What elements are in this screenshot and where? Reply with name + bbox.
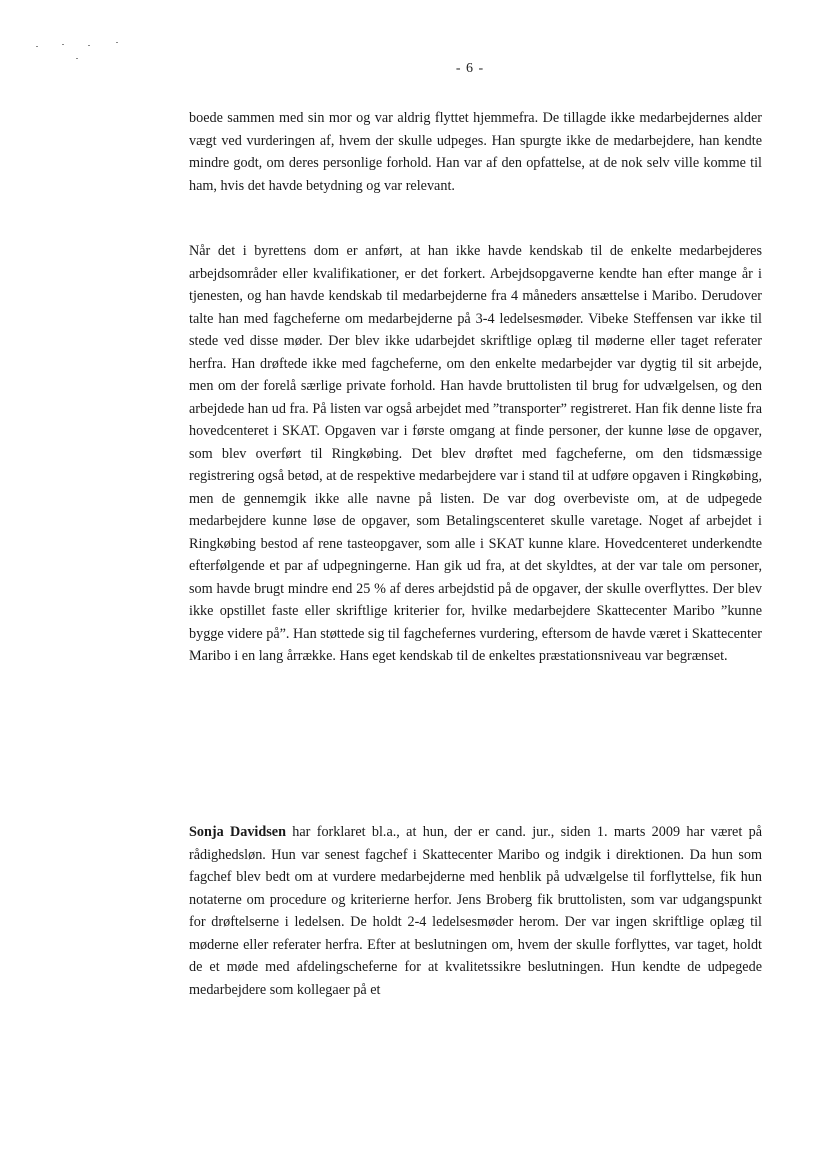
paragraph-2-text: Når det i byrettens dom er anført, at han ikke havde kendskab til de enkelte medarbejderes arbejdsområder eller kvalifikationer, er det forkert. Arbejdsopgaverne kendte han efter mange år i tjenesten, og han havde kendskab til medarbejderne fra 4 måneders ansættelse i Maribo. Derudover talte han med fagcheferne om medarbejderne på 3-4 ledelsesmøder. Vibeke Steffensen var ikke til stede ved disse møder. Der blev ikke udarbejdet skriftlige oplæg til møderne eller taget referater herfra. Han drøftede ikke med fagcheferne, om den enkelte medarbejder var dygtig til sit arbejde, men om der forelå særlige private forhold. Han havde bruttolisten til brug for udvælgelsen, og den arbejdede han ud fra. På listen var også arbejdet med ”transporter” registreret. Han fik denne liste fra hovedcenteret i SKAT. Opgaven var i første omgang at finde personer, der kunne løse de opgaver, som blev overført til Ringkøbing. Det blev drøftet med fagcheferne, om den tidsmæssige registrering også betød, at de respektive medarbejdere var i stand til at udføre opgaven i Ringkøbing, men de gennemgik ikke alle navne på listen. De var dog overbeviste om, at de udpegede medarbejdere kunne løse de opgaver, som Betalingscenteret skulle varetage. Noget af arbejdet i Ringkøbing bestod af rene tasteopgaver, som alle i SKAT kunne klare. Hovedcenteret underkendte efterfølgende et par af udpegningerne. Han gik ud fra, at det skyldtes, at der var tale om personer, som havde brugt mindre end 25 % af deres arbejdstid på de opgaver, der skulle overflyttes. Der blev ikke opstillet faste eller skriftlige kriterier for, hvilke medarbejdere Skattecenter Maribo ”kunne bygge videre på”. Han støttede sig til fagchefernes vurdering, eftersom de havde været i Skattecenter Maribo i en lang årrække. Hans eget kendskab til de enkeltes præstationsniveau var begrænset. [189,243,762,664]
scan-speck [36,46,38,47]
witness-name: Sonja Davidsen [189,824,286,840]
paragraph-2 [189,240,762,668]
scan-specks [36,40,126,60]
scan-speck [116,42,118,43]
page-number: - 6 - [455,61,485,76]
scan-speck [62,44,64,45]
scan-speck [76,58,78,59]
paragraph-1-text: boede sammen med sin mor og var aldrig flyttet hjemmefra. De tillagde ikke medarbejdernes alder vægt ved vurderingen af, hvem der skulle udpeges. Han spurgte ikke de medarbejdere, han kendte mindre godt, om deres personlige forhold. Han var af den opfattelse, at de nok selv ville komme til ham, hvis det havde betydning og var relevant. [189,110,762,194]
paragraph-3-body: har forklaret bl.a., at hun, der er cand. jur., siden 1. marts 2009 har været på rådighedsløn. Hun var senest fagchef i Skattecenter Maribo og indgik i direktionen. Da hun som fagchef blev bedt om at vurdere medarbejderne med henblik på udvælgelse til forflyttelse, fik hun notaterne om procedure og kriterierne herfor. Jens Broberg fik bruttolisten, som var udgangspunkt for drøftelserne i ledelsen. De holdt 2-4 ledelsesmøder herom. Der var ingen skriftlige oplæg til møderne eller referater herfra. Efter at beslutningen om, hvem der skulle forflyttes, var taget, holdt de et møde med afdelingscheferne for at kvalitetssikre beslutningen. Hun kendte de udpegede medarbejdere som kollegaer på et [189,824,762,998]
scan-speck [88,45,90,46]
paragraph-3 [189,821,762,1001]
paragraph-1 [189,107,762,197]
paragraph-3-text [189,821,762,1001]
